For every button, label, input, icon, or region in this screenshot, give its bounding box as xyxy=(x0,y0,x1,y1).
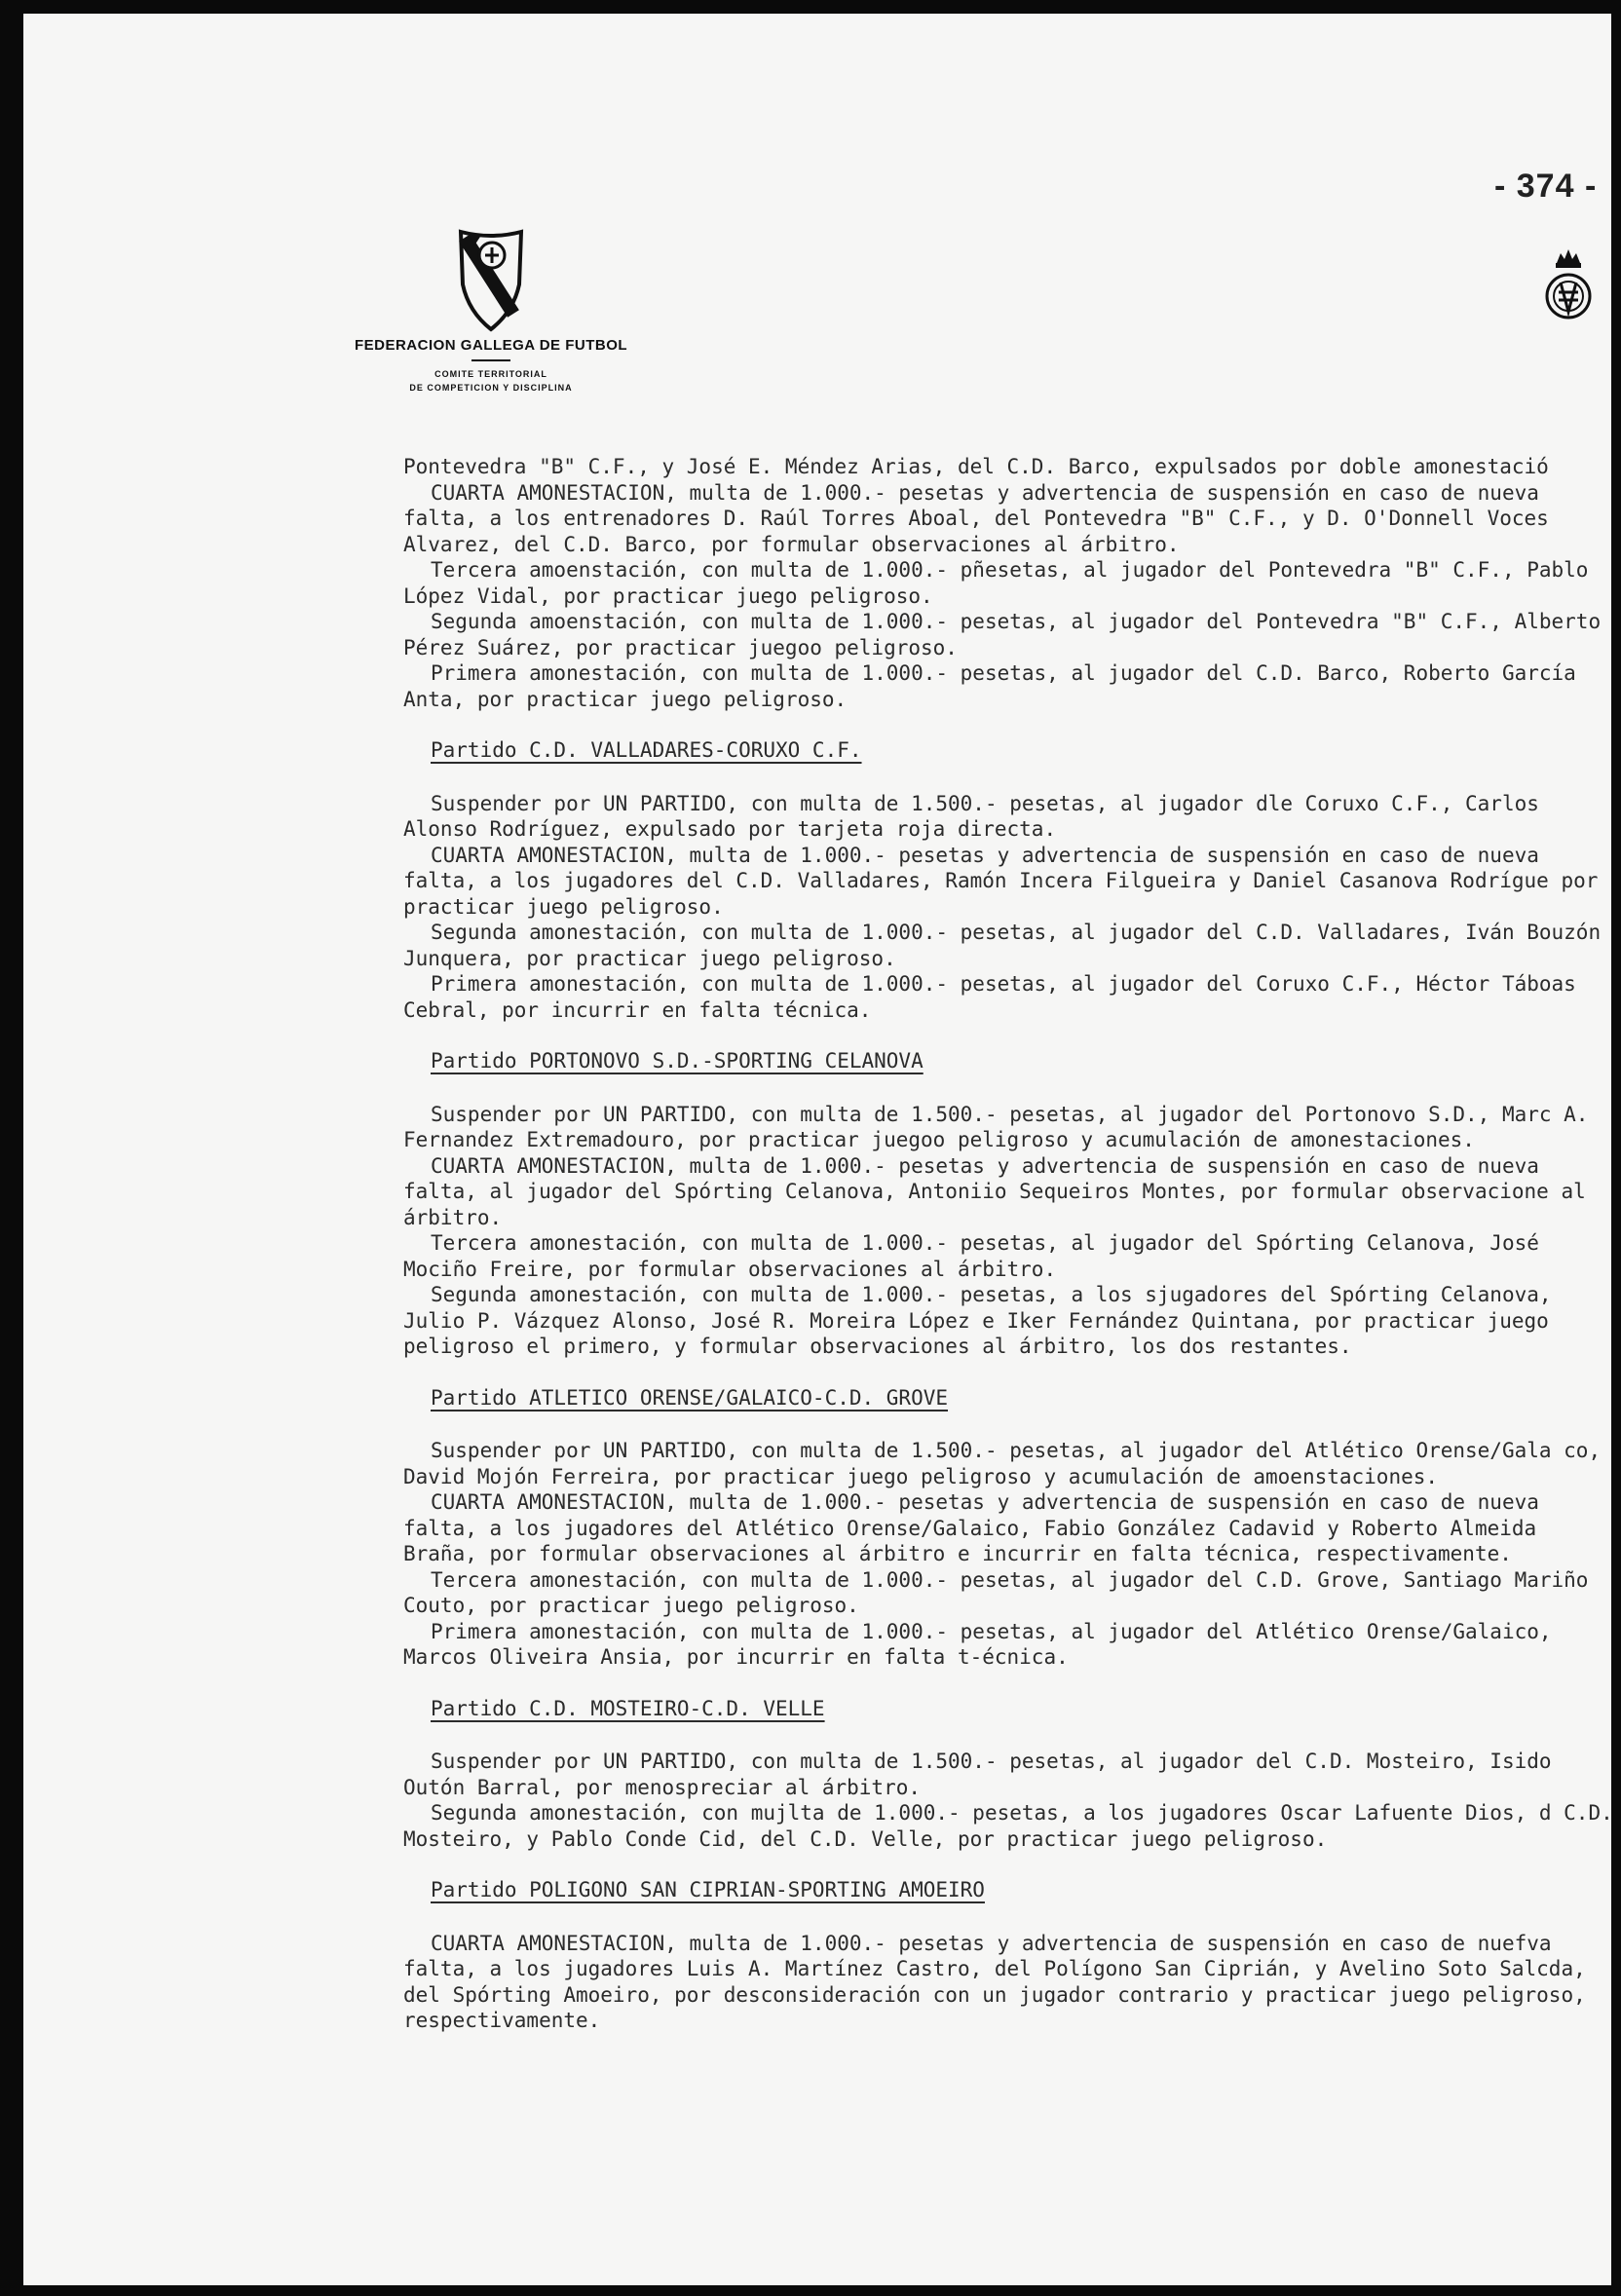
section-paragraph: CUARTA AMONESTACION, multa de 1.000.- pesetas y advertencia de suspensión en caso de nueva falta, a los jugadores del C.D. Valladares, Ramón Incera Filgueira y Daniel Casanova Rodrígue por practicar juego peligroso. xyxy=(403,843,1599,919)
committee-line-2: DE COMPETICION Y DISCIPLINA xyxy=(409,383,573,393)
section-paragraph: CUARTA AMONESTACION, multa de 1.000.- pesetas y advertencia de suspensión en caso de nueva falta, a los jugadores del Atlético Orense/Galaico, Fabio González Cadavid y Roberto Almeida Braña, por formular observaciones al árbitro e incurrir en falta técnica, respectivamente. xyxy=(403,1490,1539,1565)
section-paragraph: Segunda amonestación, con multa de 1.000.- pesetas, a los sjugadores del Spórting Celanova, Julio P. Vázquez Alonso, José R. Moreira López e Iker Fernández Quintana, por practicar juego peligroso el primero, y formular observaciones al árbitro, los dos restantes. xyxy=(403,1283,1552,1358)
section-paragraph: Tercera amonestación, con multa de 1.000.- pesetas, al jugador del C.D. Grove, Santiago Mariño Couto, por practicar juego peligroso. xyxy=(403,1567,1589,1617)
crest-shield-icon xyxy=(455,226,527,333)
section-paragraph: Suspender por UN PARTIDO, con multa de 1.500.- pesetas, al jugador dle Coruxo C.F., Carlos Alonso Rodríguez, expulsado por tarjeta roja directa. xyxy=(403,791,1539,841)
section-paragraph: Segunda amonestación, con multa de 1.000.- pesetas, al jugador del C.D. Valladares, Iván Bouzón Junquera, por practicar juego peligroso. xyxy=(403,921,1602,970)
section-paragraph: Primera amonestación, con multa de 1.000.- pesetas, al jugador del Coruxo C.F., Héctor Táboas Cebral, por incurrir en falta técnica. xyxy=(403,972,1576,1022)
section-paragraph: CUARTA AMONESTACION, multa de 1.000.- pesetas y advertencia de suspensión en caso de nuefva falta, a los jugadores Luis A. Martínez Castro, del Polígono San Ciprián, y Avelino Soto Salcda, del Spórting Amoeiro, por desconsideración con un jugador contrario y practicar juego peligroso, respectivamente. xyxy=(403,1931,1586,2032)
section-title: Partido C.D. VALLADARES-CORUXO C.F. xyxy=(431,738,862,762)
document-page xyxy=(23,14,1611,2285)
federation-name: FEDERACION GALLEGA DE FUTBOL xyxy=(354,337,628,354)
section-paragraph: Suspender por UN PARTIDO, con multa de 1.500.- pesetas, al jugador del Atlético Orense/Gala co, David Mojón Ferreira, por practicar juego peligroso y acumulación de amoenstaciones. xyxy=(403,1439,1602,1488)
section-paragraph: Tercera amonestación, con multa de 1.000.- pesetas, al jugador del Spórting Celanova, José Mociño Freire, por formular observaciones al árbitro. xyxy=(403,1231,1539,1281)
intro-paragraph: Primera amonestación, con multa de 1.000.- pesetas, al jugador del C.D. Barco, Roberto García Anta, por practicar juego peligroso. xyxy=(403,661,1576,711)
section-paragraph: Primera amonestación, con multa de 1.000.- pesetas, al jugador del Atlético Orense/Galaico, Marcos Oliveira Ansia, por incurrir en falta t-écnica. xyxy=(403,1619,1552,1669)
section-title: Partido ATLETICO ORENSE/GALAICO-C.D. GROVE xyxy=(431,1385,949,1410)
crowned-emblem-icon xyxy=(1543,245,1594,333)
section-title: Partido C.D. MOSTEIRO-C.D. VELLE xyxy=(431,1696,825,1720)
committee-line-1: COMITE TERRITORIAL xyxy=(434,369,547,379)
section-title: Partido POLIGONO SAN CIPRIAN-SPORTING AMOEIRO xyxy=(431,1878,985,1901)
intro-paragraph: Pontevedra "B" C.F., y José E. Méndez Arias, del C.D. Barco, expulsados por doble amonestació xyxy=(403,455,1549,478)
intro-paragraph: CUARTA AMONESTACION, multa de 1.000.- pesetas y advertencia de suspensión en caso de nueva falta, a los entrenadores D. Raúl Torres Aboal, del Pontevedra "B" C.F., y D. O'Donnell Voces Alvarez, del C.D. Barco, por formular observaciones al árbitro. xyxy=(403,480,1549,556)
intro-paragraph: Tercera amoenstación, con multa de 1.000.- pñesetas, al jugador del Pontevedra "B" C.F., Pablo López Vidal, por practicar juego peligroso. xyxy=(403,558,1589,608)
resolution-body xyxy=(403,454,1616,2034)
section-paragraph: Segunda amonestación, con mujlta de 1.000.- pesetas, a los jugadores Oscar Lafuente Dios, d C.D. Mosteiro, y Pablo Conde Cid, del C.D. Velle, por practicar juego peligroso. xyxy=(403,1801,1613,1851)
header-divider xyxy=(471,359,510,361)
section-paragraph: CUARTA AMONESTACION, multa de 1.000.- pesetas y advertencia de suspensión en caso de nueva falta, al jugador del Spórting Celanova, Antoniio Sequeiros Montes, por formular observacione al árbitro. xyxy=(403,1153,1586,1229)
section-paragraph: Suspender por UN PARTIDO, con multa de 1.500.- pesetas, al jugador del C.D. Mosteiro, Isido Outón Barral, por menospreciar al árbitro. xyxy=(403,1750,1552,1799)
federation-letterhead xyxy=(345,226,637,421)
page-number: - 374 - xyxy=(1494,168,1598,205)
section-paragraph: Suspender por UN PARTIDO, con multa de 1.500.- pesetas, al jugador del Portonovo S.D., Marc A. Fernandez Extremadouro, por practicar juegoo peligroso y acumulación de amonestaciones. xyxy=(403,1102,1589,1151)
intro-paragraph: Segunda amoenstación, con multa de 1.000.- pesetas, al jugador del Pontevedra "B" C.F., Alberto Pérez Suárez, por practicar juegoo peligroso. xyxy=(403,610,1602,659)
section-title: Partido PORTONOVO S.D.-SPORTING CELANOVA xyxy=(431,1049,924,1073)
